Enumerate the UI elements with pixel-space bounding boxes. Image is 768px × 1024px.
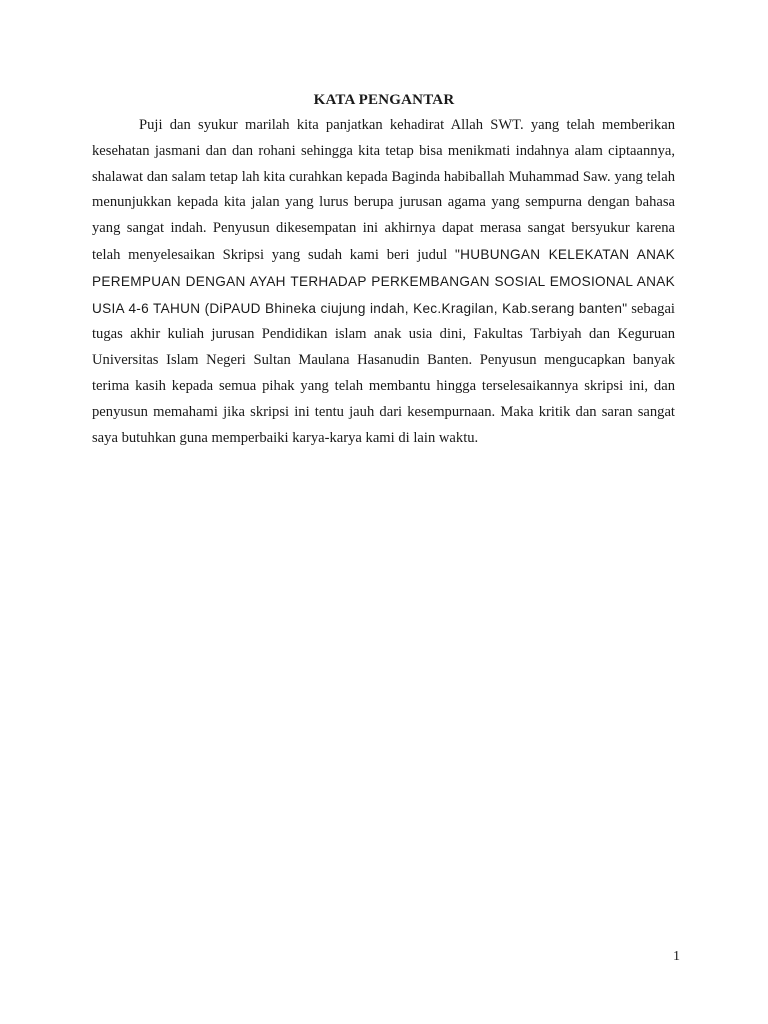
- page-number: 1: [673, 949, 680, 964]
- page-heading: KATA PENGANTAR: [313, 92, 455, 108]
- body-paragraph: [92, 113, 675, 451]
- paragraph-text-part1: Puji dan syukur marilah kita panjatkan kehadirat Allah SWT. yang telah memberikan kesehatan jasmani dan dan rohani sehingga kita tetap bisa menikmati indahnya alam ciptaannya, shalawat dan salam tetap lah kita curahkan kepada Baginda habiballah Muhammad Saw. yang telah menunjukkan kepada kita jalan yang lurus berupa jurusan agama yang sempurna dengan bahasa yang sangat indah. Penyusun dikesempatan ini akhirnya dapat merasa sangat bersyukur karena telah menyelesaikan Skripsi yang sudah kami beri judul: [92, 117, 675, 263]
- paragraph-text-part2: sebagai tugas akhir kuliah jurusan Pendidikan islam anak usia dini, Fakultas Tarbiyah dan Keguruan Universitas Islam Negeri Sultan Maulana Hasanudin Banten. Penyusun mengucapkan banyak terima kasih kepada semua pihak yang telah membantu hingga terselesaikannya skripsi ini, dan penyusun memahami jika skripsi ini tentu jauh dari kesempurnaan. Maka kritik dan saran sangat saya butuhkan guna memperbaiki karya-karya kami di lain waktu.: [92, 300, 675, 446]
- thesis-title: "HUBUNGAN KELEKATAN ANAK PEREMPUAN DENGAN AYAH TERHADAP PERKEMBANGAN SOSIAL EMOSIONAL ANAK USIA 4-6 TAHUN (DiPAUD Bhineka ciujung indah, Kec.Kragilan, Kab.serang banten": [92, 246, 676, 316]
